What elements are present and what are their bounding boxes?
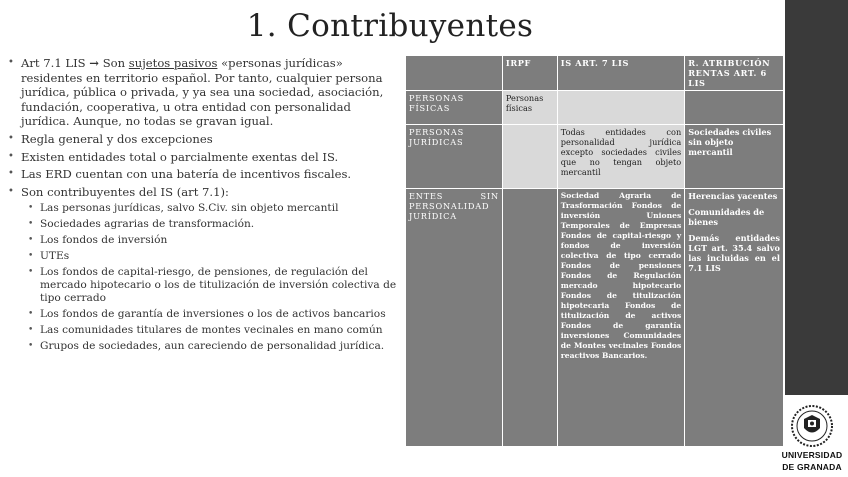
sub-bullet: • Los fondos de garantía de inversiones o los de activos bancarios <box>8 308 403 321</box>
bullet-contribuyentes: • Son contribuyentes del IS (art 7.1): <box>8 185 403 200</box>
sub-bullet: • Las comunidades titulares de montes vecinales en mano común <box>8 324 403 337</box>
header-atribucion: R. ATRIBUCIÓN RENTAS ART. 6 LIS <box>685 56 784 91</box>
bullet-text-son: Son <box>99 56 129 70</box>
atr-demas-entidades: Demás entidades LGT art. 35.4 salvo las incluidas en el 7.1 LIS <box>688 233 780 273</box>
cell-atribucion <box>685 189 784 447</box>
arrow-icon: → <box>89 56 100 70</box>
cell-is: Todas entidades con personalidad jurídica excepto sociedades civiles que no tengan objeto mercantil <box>557 125 684 189</box>
row-label: ENTES SIN PERSONALIDAD JURÍDICA <box>406 189 503 447</box>
header-is: IS ART. 7 LIS <box>557 56 684 91</box>
table-row-personas-juridicas <box>406 125 784 189</box>
slide-title: 1. Contribuyentes <box>246 8 534 44</box>
sub-bullet: • Los fondos de capital-riesgo, de pensiones, de regulación del mercado hipotecario o los de titulización de inversión colectiva de tipo cerrado <box>8 266 403 305</box>
sujetos-pasivos-text: sujetos pasivos <box>128 56 218 70</box>
row-label: PERSONAS FÍSICAS <box>406 91 503 125</box>
cell-atribucion <box>685 91 784 125</box>
bullet-art-7-1 <box>8 56 403 129</box>
atr-comunidades: Comunidades de bienes <box>688 207 765 227</box>
cell-atribucion: Sociedades civiles sin objeto mercantil <box>685 125 784 189</box>
bullet-text-pre: Art 7.1 LIS <box>21 56 90 70</box>
table-row-entes-sin-personalidad <box>406 189 784 447</box>
cell-is: Sociedad Agraria de Trasformación Fondos de inversión Uniones Temporales de Empresas Fondos de capital-riesgo y fondos de inversión colectiva de tipo cerrado Fondos de pensiones Fondos de Regulación mercado hipotecario Fondos de titulización hipotecaria Fondos de titulización de activos Fondos de garantía inversiones Comunidades de Montes vecinales Fondos reactivos Bancarios. <box>557 189 684 447</box>
table-row-personas-fisicas <box>406 91 784 125</box>
contribuyentes-table <box>405 55 784 447</box>
cell-irpf: Personas físicas <box>502 91 557 125</box>
bullet-list <box>8 56 403 356</box>
header-irpf: IRPF <box>502 56 557 91</box>
logo-line2: DE GRANADA <box>782 462 842 472</box>
row-label: PERSONAS JURÍDICAS <box>406 125 503 189</box>
bullet-regla-general: • Regla general y dos excepciones <box>8 132 403 147</box>
cell-is <box>557 91 684 125</box>
atr-herencias: Herencias yacentes <box>688 191 778 201</box>
cell-irpf <box>502 125 557 189</box>
table-header-row <box>406 56 784 91</box>
sub-bullet: • Sociedades agrarias de transformación. <box>8 218 403 231</box>
logo-line1: UNIVERSIDAD <box>781 450 843 460</box>
sub-bullet: • UTEs <box>8 250 403 263</box>
sub-bullet: • Las personas jurídicas, salvo S.Civ. sin objeto mercantil <box>8 202 403 215</box>
header-empty <box>406 56 503 91</box>
university-logo <box>776 404 848 477</box>
crest-icon <box>788 404 836 448</box>
bullet-exentas: • Existen entidades total o parcialmente exentas del IS. <box>8 150 403 165</box>
cell-irpf <box>502 189 557 447</box>
sub-bullet: • Grupos de sociedades, aun careciendo de personalidad jurídica. <box>8 340 403 353</box>
bullet-erd: • Las ERD cuentan con una batería de incentivos fiscales. <box>8 167 403 182</box>
sidebar-bar <box>785 0 848 395</box>
sub-bullet: • Los fondos de inversión <box>8 234 403 247</box>
bullet-text-post: «personas jurídicas» residentes en territorio español. Por tanto, cualquier persona jurídica, pública o privada, y ya sea una sociedad, asociación, fundación, cooperativa, u otra entidad con personalidad jurídica. Aunque, no todas se gravan igual. <box>21 56 384 129</box>
